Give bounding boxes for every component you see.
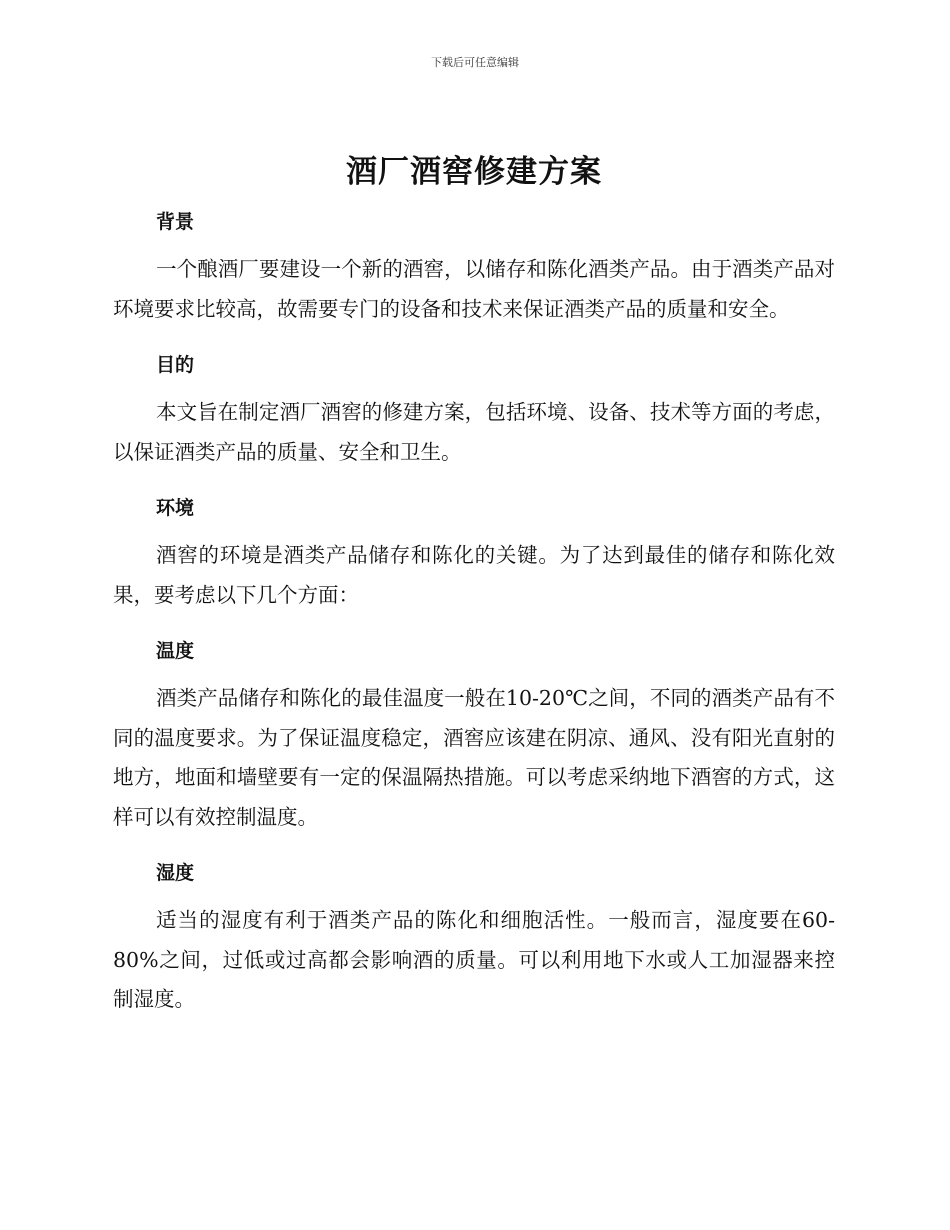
document-title: 酒厂酒窖修建方案 [346, 154, 602, 190]
section-temperature [113, 631, 835, 837]
section-body-purpose: 本文旨在制定酒厂酒窖的修建方案，包括环境、设备、技术等方面的考虑，以保证酒类产品的质量、安全和卫生。 [113, 400, 835, 464]
section-body-humidity: 适当的湿度有利于酒类产品的陈化和细胞活性。一般而言，湿度要在60-80%之间，过低或过高都会影响酒的质量。可以利用地下水或人工加湿器来控制湿度。 [113, 908, 835, 1011]
section-heading-humidity: 湿度 [156, 862, 195, 884]
section-heading-background: 背景 [156, 211, 195, 233]
section-body-temperature: 酒类产品储存和陈化的最佳温度一般在10-20℃之间，不同的酒类产品有不同的温度要求。为了保证温度稳定，酒窖应该建在阴凉、通风、没有阳光直射的地方，地面和墙壁要有一定的保温隔热措施。可以考虑采纳地下酒窖的方式，这样可以有效控制温度。 [113, 686, 835, 829]
section-body-background: 一个酿酒厂要建设一个新的酒窖，以储存和陈化酒类产品。由于酒类产品对环境要求比较高，故需要专门的设备和技术来保证酒类产品的质量和安全。 [113, 257, 835, 321]
page-header-note: 下载后可任意编辑 [431, 56, 519, 69]
section-background [113, 202, 835, 329]
section-body-environment: 酒窖的环境是酒类产品储存和陈化的关键。为了达到最佳的储存和陈化效果，要考虑以下几个方面： [113, 543, 835, 607]
section-heading-environment: 环境 [156, 497, 195, 519]
section-environment [113, 488, 835, 615]
section-heading-temperature: 温度 [156, 640, 195, 662]
document-content [113, 150, 835, 1036]
section-humidity [113, 853, 835, 1020]
section-heading-purpose: 目的 [156, 354, 195, 376]
section-purpose [113, 345, 835, 472]
